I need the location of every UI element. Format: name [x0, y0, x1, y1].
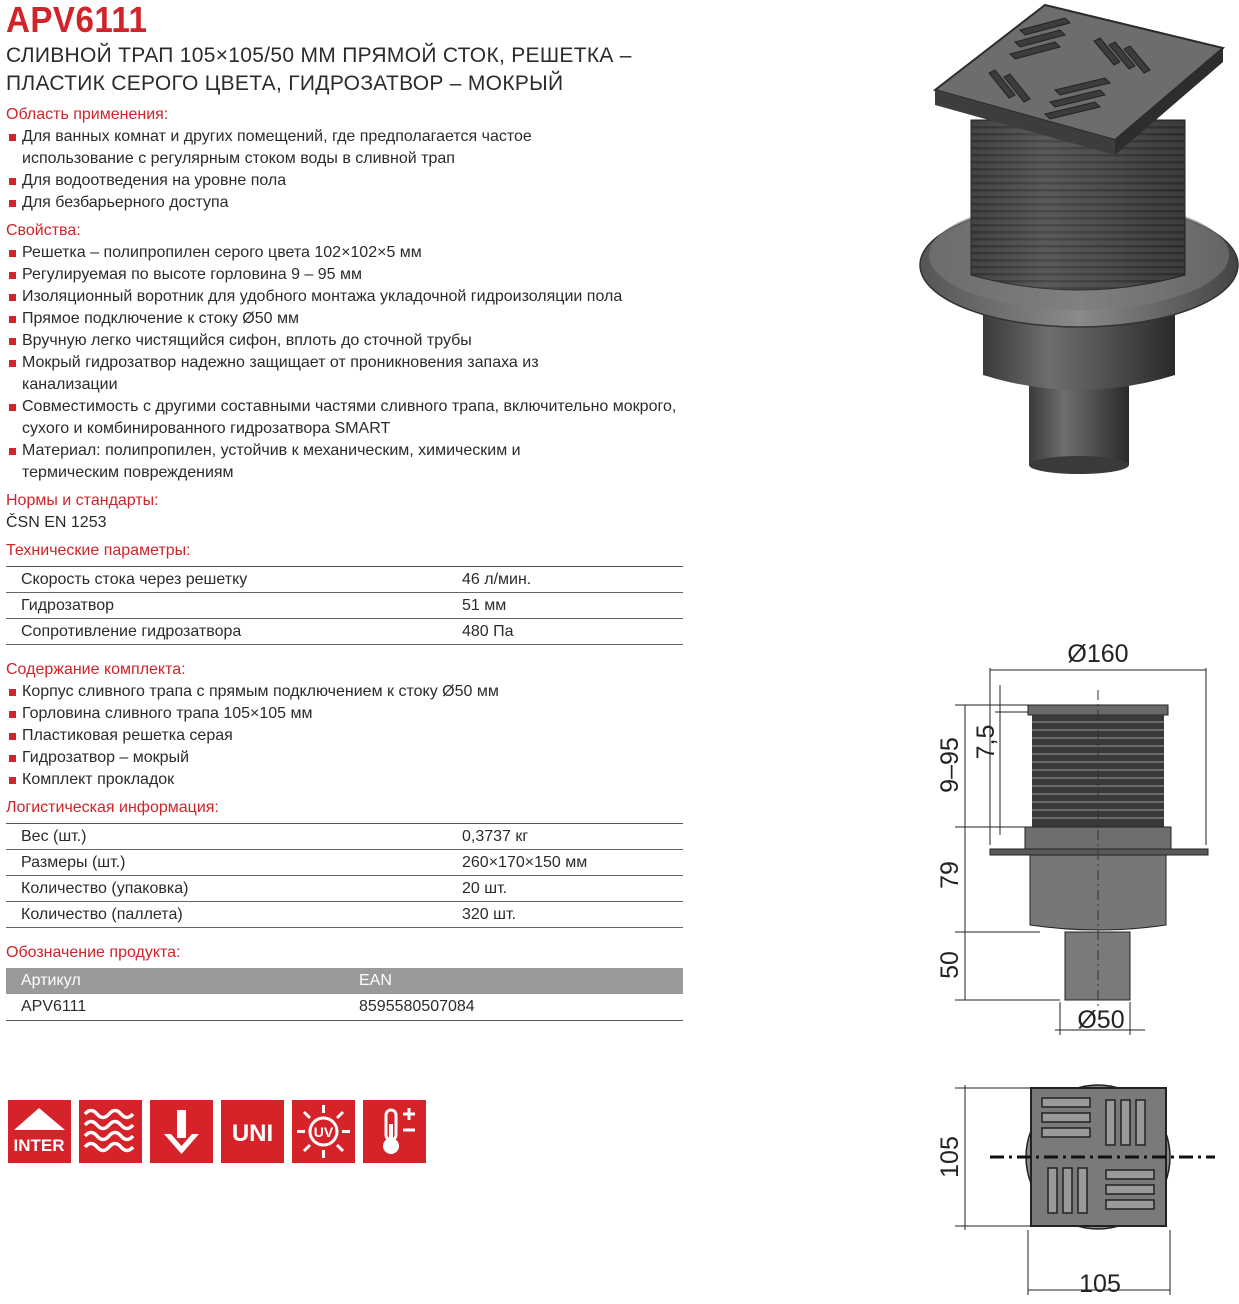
spec-column	[6, 0, 686, 1021]
thermometer-icon	[363, 1100, 426, 1163]
col-article: Артикул	[21, 972, 81, 989]
properties-heading: Свойства:	[6, 222, 81, 239]
technical-drawing	[920, 630, 1239, 1304]
list-item: Пластиковая решетка серая	[6, 725, 686, 747]
logistics-table	[6, 823, 683, 928]
standards-value: ČSN EN 1253	[6, 514, 107, 531]
list-item: Решетка – полипропилен серого цвета 102×102×5 мм	[6, 242, 686, 264]
table-row	[6, 619, 683, 645]
table-row	[6, 593, 683, 619]
list-item: Совместимость с другими составными частями сливного трапа, включительно мокрого, сухого и комбинированного гидрозатвора SMART	[6, 396, 692, 440]
product-code: APV6111	[6, 0, 148, 40]
param-name: Количество (паллета)	[21, 905, 183, 923]
table-row	[6, 850, 683, 876]
designation-heading: Обозначение продукта:	[6, 944, 181, 961]
list-item: Мокрый гидрозатвор надежно защищает от проникновения запаха из канализации	[6, 352, 622, 396]
technical-table	[6, 566, 683, 645]
table-row	[6, 994, 683, 1021]
logistics-heading: Логистическая информация:	[6, 799, 219, 816]
param-name: Количество (упаковка)	[21, 879, 189, 897]
list-item: Для безбарьерного доступа	[6, 192, 686, 214]
water-waves-icon	[79, 1100, 142, 1163]
list-item: Для водоотведения на уровне пола	[6, 170, 686, 192]
dim-9-95: 9–95	[936, 737, 964, 793]
inter-icon	[8, 1100, 71, 1163]
dim-79: 79	[936, 861, 964, 889]
technical-heading: Технические параметры:	[6, 542, 191, 559]
param-value: 0,3737 кг	[462, 827, 529, 845]
param-value: 20 шт.	[462, 879, 508, 897]
param-value: 320 шт.	[462, 905, 516, 923]
dim-7-5: 7,5	[972, 724, 1000, 760]
col-ean: EAN	[359, 972, 392, 989]
table-row	[6, 824, 683, 850]
application-heading: Область применения:	[6, 106, 169, 123]
table-row	[6, 876, 683, 902]
kit-list	[6, 681, 686, 791]
dim-105-horizontal: 105	[1079, 1270, 1121, 1298]
dim-d50: Ø50	[1077, 1006, 1125, 1034]
uv-label: UV	[313, 1124, 334, 1140]
list-item: Гидрозатвор – мокрый	[6, 747, 686, 769]
param-value: 260×170×150 мм	[462, 853, 588, 871]
param-name: Вес (шт.)	[21, 827, 87, 845]
properties-list	[6, 242, 686, 484]
list-item: Корпус сливного трапа с прямым подключением к стоку Ø50 мм	[6, 681, 686, 703]
list-item: Материал: полипропилен, устойчив к механическим, химическим и термическим повреждениям	[6, 440, 582, 484]
param-value: 51 мм	[462, 596, 507, 614]
list-item: Регулируемая по высоте горловина 9 – 95 мм	[6, 264, 686, 286]
table-header	[6, 968, 683, 994]
subtitle-line-1: СЛИВНОЙ ТРАП 105×105/50 ММ ПРЯМОЙ СТОК, РЕШЕТКА –	[6, 44, 632, 67]
article-value: APV6111	[21, 998, 87, 1015]
dim-105-vertical: 105	[936, 1136, 964, 1178]
application-list	[6, 126, 686, 214]
uni-icon	[221, 1100, 284, 1163]
param-name: Гидрозатвор	[21, 596, 114, 614]
product-subtitle	[6, 42, 686, 98]
table-row	[6, 567, 683, 593]
uv-icon	[292, 1100, 355, 1163]
list-item: Вручную легко чистящийся сифон, вплоть до сточной трубы	[6, 330, 686, 352]
ean-value: 8595580507084	[359, 998, 475, 1015]
dim-d160: Ø160	[1067, 640, 1129, 668]
list-item: Для ванных комнат и других помещений, где предполагается частое использование с регулярным стоком воды в сливной трап	[6, 126, 622, 170]
standards-heading: Нормы и стандарты:	[6, 492, 159, 509]
uni-label: UNI	[231, 1120, 274, 1147]
list-item: Изоляционный воротник для удобного монтажа укладочной гидроизоляции пола	[6, 286, 682, 308]
param-name: Размеры (шт.)	[21, 853, 126, 871]
list-item: Прямое подключение к стоку Ø50 мм	[6, 308, 686, 330]
param-name: Сопротивление гидрозатвора	[21, 622, 242, 640]
feature-badges	[8, 1100, 426, 1163]
list-item: Горловина сливного трапа 105×105 мм	[6, 703, 686, 725]
designation-table	[6, 968, 683, 1021]
param-value: 46 л/мин.	[462, 570, 532, 588]
subtitle-line-2: ПЛАСТИК СЕРОГО ЦВЕТА, ГИДРОЗАТВОР – МОКРЫЙ	[6, 72, 564, 95]
dim-50: 50	[936, 951, 964, 979]
list-item: Комплект прокладок	[6, 769, 686, 791]
kit-heading: Содержание комплекта:	[6, 661, 186, 678]
param-name: Скорость стока через решетку	[21, 570, 248, 588]
table-row	[6, 902, 683, 928]
product-illustration	[905, 0, 1239, 480]
inter-label: INTER	[13, 1136, 65, 1155]
down-arrow-icon	[150, 1100, 213, 1163]
param-value: 480 Па	[462, 622, 514, 640]
